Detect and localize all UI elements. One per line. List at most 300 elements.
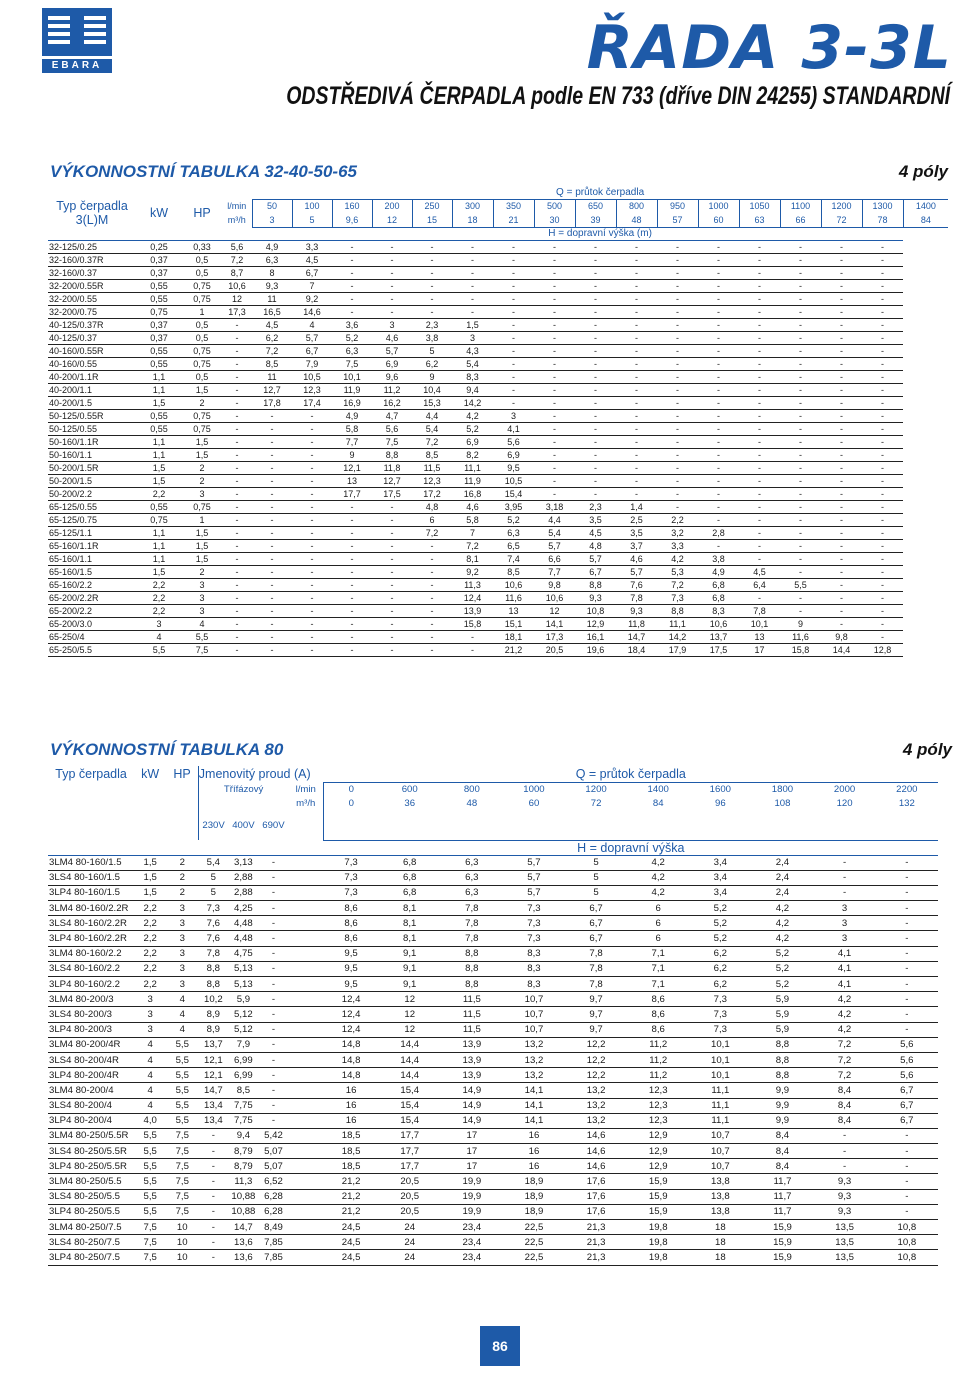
table-cell: - bbox=[780, 266, 821, 279]
table-cell: - bbox=[332, 253, 372, 266]
table-cell: - bbox=[616, 318, 657, 331]
table-cell: - bbox=[258, 885, 288, 900]
table-row bbox=[48, 266, 948, 279]
table-row bbox=[48, 1113, 938, 1128]
table-cell: 7,3 bbox=[689, 1022, 751, 1037]
table-cell: 12,3 bbox=[292, 383, 332, 396]
table-cell: 6,4 bbox=[739, 578, 780, 591]
table-cell: 4 bbox=[134, 1083, 166, 1098]
flow-lmin-650: 650 bbox=[575, 199, 616, 213]
table-cell: - bbox=[252, 643, 292, 656]
table-cell: 7,3 bbox=[503, 931, 565, 946]
table1-unit-lmin: l/min bbox=[222, 199, 252, 213]
table-cell: 8,8 bbox=[657, 604, 698, 617]
spacer-cell bbox=[288, 1189, 323, 1204]
table-cell: - bbox=[222, 422, 252, 435]
flow-lmin-1000: 1000 bbox=[698, 199, 739, 213]
pump-type-cell: 32-125/0.25 bbox=[48, 240, 136, 253]
table-cell: 4 bbox=[134, 1098, 166, 1113]
table-cell: - bbox=[372, 292, 412, 305]
table-cell: 3,7 bbox=[616, 539, 657, 552]
table-cell: - bbox=[575, 266, 616, 279]
performance-table-80 bbox=[48, 766, 938, 1266]
table-cell: - bbox=[616, 383, 657, 396]
table-cell: 14,6 bbox=[565, 1159, 627, 1174]
table-cell: 6,99 bbox=[228, 1052, 258, 1067]
table-cell: 2,8 bbox=[698, 526, 739, 539]
table-cell: - bbox=[821, 318, 862, 331]
table-cell: 5,7 bbox=[503, 870, 565, 885]
table-cell: 9,2 bbox=[452, 565, 493, 578]
table-cell: 14,6 bbox=[565, 1128, 627, 1143]
table-cell: 9,7 bbox=[565, 1022, 627, 1037]
table-cell: 1,1 bbox=[136, 448, 182, 461]
table-cell: - bbox=[862, 422, 903, 435]
table-cell: 0,55 bbox=[136, 409, 182, 422]
flow-lmin-2200: 2200 bbox=[896, 783, 918, 795]
flow-m3h-8: 120 bbox=[836, 797, 853, 809]
table-cell: 5,6 bbox=[876, 1037, 938, 1052]
flow-m3h-12: 63 bbox=[739, 213, 780, 227]
table-cell: - bbox=[412, 565, 452, 578]
pump-type-cell: 3LS4 80-250/7.5 bbox=[48, 1235, 134, 1250]
table-cell: 3 bbox=[136, 617, 182, 630]
table-row bbox=[48, 357, 948, 370]
table-cell: - bbox=[412, 253, 452, 266]
table-cell: 12,9 bbox=[627, 1144, 689, 1159]
table-cell: 9,1 bbox=[379, 977, 441, 992]
table-cell: 12,4 bbox=[324, 1022, 379, 1037]
table-cell: 13,2 bbox=[565, 1113, 627, 1128]
flow-m3h-7: 108 bbox=[774, 797, 791, 809]
table-cell: - bbox=[862, 370, 903, 383]
table-cell: 1,5 bbox=[182, 435, 222, 448]
table-cell: 10,88 bbox=[228, 1204, 258, 1219]
table-cell: - bbox=[657, 266, 698, 279]
table-cell: 4,4 bbox=[412, 409, 452, 422]
table-cell: - bbox=[698, 318, 739, 331]
table-cell: - bbox=[493, 292, 534, 305]
table-cell: 2,4 bbox=[751, 885, 813, 900]
table-cell: 15,3 bbox=[412, 396, 452, 409]
table-cell: 6,3 bbox=[441, 885, 503, 900]
table-cell: 11,5 bbox=[412, 461, 452, 474]
table-cell: - bbox=[222, 591, 252, 604]
table-cell: - bbox=[814, 1144, 876, 1159]
pump-type-cell: 3LM4 80-160/1.5 bbox=[48, 855, 134, 870]
table-cell: 7,2 bbox=[252, 344, 292, 357]
spacer-cell bbox=[288, 1113, 323, 1128]
table-cell: - bbox=[698, 513, 739, 526]
table-cell: 8,8 bbox=[372, 448, 412, 461]
table-cell: 16 bbox=[503, 1159, 565, 1174]
table-cell: 8 bbox=[252, 266, 292, 279]
spacer-cell bbox=[288, 1007, 323, 1022]
table-cell: 5,6 bbox=[876, 1068, 938, 1083]
table-row bbox=[48, 448, 948, 461]
table-cell: - bbox=[332, 279, 372, 292]
table-cell: 18,5 bbox=[324, 1159, 379, 1174]
table-cell: 8,1 bbox=[379, 931, 441, 946]
table-cell: 7,8 bbox=[565, 946, 627, 961]
table-cell: 18 bbox=[689, 1235, 751, 1250]
table-cell: 10,8 bbox=[876, 1250, 938, 1265]
table-cell: 19,8 bbox=[627, 1250, 689, 1265]
table-cell: 8,8 bbox=[575, 578, 616, 591]
table-cell: 1,1 bbox=[136, 539, 182, 552]
table-cell: 4,7 bbox=[372, 409, 412, 422]
table-cell: - bbox=[698, 383, 739, 396]
table-cell: 5 bbox=[565, 855, 627, 870]
table-cell: 14,8 bbox=[324, 1068, 379, 1083]
table-cell: 0,55 bbox=[136, 279, 182, 292]
table-cell: - bbox=[780, 474, 821, 487]
table-cell: 6,5 bbox=[493, 539, 534, 552]
table-row bbox=[48, 513, 948, 526]
table-cell: 5,2 bbox=[689, 901, 751, 916]
table-cell: 3,4 bbox=[689, 885, 751, 900]
table-cell: 1,5 bbox=[136, 396, 182, 409]
table-cell: 8,1 bbox=[452, 552, 493, 565]
table-cell: 3,4 bbox=[689, 870, 751, 885]
table-cell: - bbox=[412, 305, 452, 318]
table-cell: 4,5 bbox=[252, 318, 292, 331]
table-cell: 4 bbox=[134, 1052, 166, 1067]
table-cell: 3,95 bbox=[493, 500, 534, 513]
table-cell: 17 bbox=[441, 1144, 503, 1159]
table-cell: 7,3 bbox=[324, 885, 379, 900]
table-cell: - bbox=[780, 461, 821, 474]
table-cell: 17 bbox=[739, 643, 780, 656]
table-cell: 19,9 bbox=[441, 1204, 503, 1219]
table-cell: 3,3 bbox=[292, 240, 332, 253]
table-cell: 7,85 bbox=[258, 1250, 288, 1265]
table-cell: - bbox=[222, 552, 252, 565]
table-cell: 4,1 bbox=[814, 946, 876, 961]
table-cell: - bbox=[575, 487, 616, 500]
table-cell: 6,3 bbox=[441, 855, 503, 870]
table-cell: 19,9 bbox=[441, 1174, 503, 1189]
table-cell: 9,9 bbox=[751, 1113, 813, 1128]
table-cell: 11,6 bbox=[780, 630, 821, 643]
table-cell: 8,5 bbox=[493, 565, 534, 578]
table-cell: 5,6 bbox=[876, 1052, 938, 1067]
table-cell: 17,2 bbox=[412, 487, 452, 500]
ebara-logo-mark bbox=[42, 8, 112, 56]
table-cell: - bbox=[780, 435, 821, 448]
flow-lmin-1200: 1200 bbox=[585, 783, 607, 795]
table-cell: 15,9 bbox=[751, 1220, 813, 1235]
table-cell: - bbox=[862, 305, 903, 318]
table1-flow-header: Q = průtok čerpadla bbox=[252, 186, 948, 199]
table1-unit-m3h: m³/h bbox=[222, 213, 252, 227]
table-cell: 8,8 bbox=[751, 1052, 813, 1067]
table-cell: - bbox=[698, 461, 739, 474]
table-cell: 8,4 bbox=[751, 1144, 813, 1159]
table-cell: - bbox=[876, 916, 938, 931]
table-cell: 13 bbox=[332, 474, 372, 487]
spacer-cell bbox=[288, 1128, 323, 1143]
pump-type-cell: 50-160/1.1 bbox=[48, 448, 136, 461]
table-cell: 8,9 bbox=[198, 1022, 228, 1037]
flow-lmin-500: 500 bbox=[534, 199, 575, 213]
table-cell: - bbox=[575, 409, 616, 422]
table-cell: 8,6 bbox=[324, 901, 379, 916]
table1-hp-header: HP bbox=[193, 206, 211, 220]
spacer-cell bbox=[288, 1204, 323, 1219]
performance-table-32-40-50-65 bbox=[48, 186, 948, 657]
table-cell: 8,8 bbox=[751, 1068, 813, 1083]
table-cell: - bbox=[534, 279, 575, 292]
table-cell: 0,5 bbox=[182, 370, 222, 383]
table-cell: 11,5 bbox=[441, 992, 503, 1007]
table-cell: 12,8 bbox=[862, 643, 903, 656]
table-cell: 7,5 bbox=[134, 1235, 166, 1250]
spacer-cell bbox=[288, 977, 323, 992]
table-cell: 2 bbox=[182, 474, 222, 487]
table-cell: - bbox=[616, 253, 657, 266]
table-cell: - bbox=[222, 461, 252, 474]
table-cell: 3 bbox=[182, 604, 222, 617]
table-cell: - bbox=[198, 1128, 228, 1143]
table-cell: - bbox=[222, 331, 252, 344]
table-cell: 6,9 bbox=[372, 357, 412, 370]
table-cell: 5,5 bbox=[166, 1068, 198, 1083]
table-cell: 11,1 bbox=[452, 461, 493, 474]
table-cell: 16,8 bbox=[452, 487, 493, 500]
table-cell: - bbox=[821, 552, 862, 565]
table-row bbox=[48, 1144, 938, 1159]
table-cell: 8,1 bbox=[379, 916, 441, 931]
table-cell: - bbox=[862, 240, 903, 253]
table-cell: 4 bbox=[134, 1037, 166, 1052]
table-cell: 14,6 bbox=[292, 305, 332, 318]
table-cell: - bbox=[876, 1144, 938, 1159]
table-cell: 11,6 bbox=[493, 591, 534, 604]
table-cell: - bbox=[372, 253, 412, 266]
table-cell: - bbox=[616, 487, 657, 500]
table-cell: - bbox=[575, 253, 616, 266]
pump-type-cell: 3LM4 80-160/2.2R bbox=[48, 901, 134, 916]
table-cell: - bbox=[821, 266, 862, 279]
table-cell: 5,5 bbox=[166, 1083, 198, 1098]
table-cell: 10,7 bbox=[689, 1159, 751, 1174]
table-cell: - bbox=[252, 565, 292, 578]
flow-lmin-1300: 1300 bbox=[862, 199, 903, 213]
table-cell: 6,2 bbox=[689, 977, 751, 992]
table-cell: - bbox=[575, 292, 616, 305]
table-cell: - bbox=[657, 357, 698, 370]
table-cell: 7,5 bbox=[166, 1189, 198, 1204]
table-row bbox=[48, 931, 938, 946]
pump-type-cell: 65-125/0.55 bbox=[48, 500, 136, 513]
table-cell: - bbox=[821, 357, 862, 370]
flow-lmin-350: 350 bbox=[493, 199, 534, 213]
table-cell: 9,9 bbox=[751, 1083, 813, 1098]
table-cell: 12,2 bbox=[565, 1037, 627, 1052]
table-cell: - bbox=[575, 370, 616, 383]
table-cell: 12,1 bbox=[198, 1052, 228, 1067]
table-cell: 5,7 bbox=[503, 885, 565, 900]
table-cell: 6,99 bbox=[228, 1068, 258, 1083]
table-cell: 13,2 bbox=[503, 1052, 565, 1067]
table-cell: - bbox=[698, 500, 739, 513]
table-cell: - bbox=[575, 396, 616, 409]
flow-m3h-9: 132 bbox=[898, 797, 915, 809]
table-cell: - bbox=[222, 474, 252, 487]
table-cell: 5 bbox=[565, 870, 627, 885]
table-cell: - bbox=[222, 578, 252, 591]
table-cell: - bbox=[252, 578, 292, 591]
pump-type-cell: 32-160/0.37 bbox=[48, 266, 136, 279]
table-cell: 14,9 bbox=[441, 1113, 503, 1128]
table-cell: - bbox=[821, 370, 862, 383]
table-cell: 1,5 bbox=[134, 885, 166, 900]
table-cell: 13,6 bbox=[228, 1235, 258, 1250]
table-row bbox=[48, 885, 938, 900]
table-cell: - bbox=[493, 253, 534, 266]
table-cell: 3 bbox=[372, 318, 412, 331]
table-cell: 5,2 bbox=[689, 916, 751, 931]
pump-type-cell: 3LM4 80-200/3 bbox=[48, 992, 134, 1007]
pump-type-cell: 65-200/3.0 bbox=[48, 617, 136, 630]
table-cell: 7,2 bbox=[814, 1052, 876, 1067]
table-cell: 24 bbox=[379, 1220, 441, 1235]
table-cell: - bbox=[292, 643, 332, 656]
table-cell: - bbox=[575, 318, 616, 331]
table-cell: - bbox=[862, 448, 903, 461]
table-cell: - bbox=[452, 305, 493, 318]
table-cell: - bbox=[222, 604, 252, 617]
table-cell: - bbox=[252, 604, 292, 617]
table-cell: 5,5 bbox=[136, 643, 182, 656]
table-cell: - bbox=[292, 487, 332, 500]
table-row bbox=[48, 1189, 938, 1204]
table-cell: 9,1 bbox=[379, 946, 441, 961]
table-cell: - bbox=[780, 344, 821, 357]
table-cell: 15,4 bbox=[379, 1098, 441, 1113]
flow-lmin-300: 300 bbox=[452, 199, 493, 213]
flow-m3h-0: 3 bbox=[269, 214, 275, 225]
spacer-cell bbox=[288, 1144, 323, 1159]
table-cell: 21,3 bbox=[565, 1250, 627, 1265]
table-cell: 2 bbox=[166, 855, 198, 870]
table-cell: 5 bbox=[412, 344, 452, 357]
table-cell: 5,8 bbox=[452, 513, 493, 526]
table-cell: - bbox=[575, 305, 616, 318]
table-cell: - bbox=[332, 526, 372, 539]
table-cell: 15,9 bbox=[627, 1204, 689, 1219]
table-cell: 5,5 bbox=[780, 578, 821, 591]
table-cell: - bbox=[412, 266, 452, 279]
spacer-cell bbox=[324, 810, 379, 840]
table-cell: - bbox=[252, 500, 292, 513]
table-cell: - bbox=[876, 977, 938, 992]
table-cell: 1,1 bbox=[136, 383, 182, 396]
table-cell: 10,88 bbox=[228, 1189, 258, 1204]
pump-type-cell: 40-125/0.37 bbox=[48, 331, 136, 344]
table-cell: - bbox=[657, 474, 698, 487]
table-cell: 10,7 bbox=[689, 1128, 751, 1143]
table-cell: - bbox=[452, 292, 493, 305]
table-cell: 4 bbox=[292, 318, 332, 331]
table-cell: - bbox=[698, 266, 739, 279]
table-cell: - bbox=[292, 552, 332, 565]
table-cell: - bbox=[493, 331, 534, 344]
table-cell: 11,1 bbox=[689, 1098, 751, 1113]
table-cell: 6,8 bbox=[379, 855, 441, 870]
table2-type-header: Typ čerpadla bbox=[55, 767, 127, 781]
table-cell: 21,3 bbox=[565, 1235, 627, 1250]
table-cell: - bbox=[780, 591, 821, 604]
pump-type-cell: 3LM4 80-160/2.2 bbox=[48, 946, 134, 961]
voltage-690V: 690V bbox=[262, 819, 285, 831]
table-cell: 16 bbox=[324, 1083, 379, 1098]
table-cell: - bbox=[534, 318, 575, 331]
table-cell: - bbox=[534, 461, 575, 474]
table-cell: - bbox=[372, 630, 412, 643]
table-row bbox=[48, 946, 938, 961]
table-cell: - bbox=[258, 1007, 288, 1022]
table-cell: 5,2 bbox=[751, 961, 813, 976]
table-cell: 1,5 bbox=[136, 474, 182, 487]
table-cell: 2,2 bbox=[136, 578, 182, 591]
table-cell: 6,28 bbox=[258, 1189, 288, 1204]
table-cell: 10,8 bbox=[876, 1235, 938, 1250]
table-cell: - bbox=[575, 435, 616, 448]
table-cell: 4,2 bbox=[751, 931, 813, 946]
table-cell: 7,8 bbox=[198, 946, 228, 961]
table-cell: 15,8 bbox=[452, 617, 493, 630]
table-cell: 14,4 bbox=[821, 643, 862, 656]
table-cell: - bbox=[698, 409, 739, 422]
table-cell: 6,2 bbox=[689, 946, 751, 961]
table-cell: 4,0 bbox=[134, 1113, 166, 1128]
table-cell: - bbox=[222, 318, 252, 331]
table-cell: - bbox=[780, 422, 821, 435]
spacer-cell bbox=[288, 1159, 323, 1174]
spacer-cell bbox=[288, 1083, 323, 1098]
table-cell: - bbox=[372, 565, 412, 578]
table-cell: - bbox=[332, 643, 372, 656]
table-cell: 15,9 bbox=[751, 1235, 813, 1250]
table-cell: - bbox=[739, 591, 780, 604]
table-cell: - bbox=[821, 500, 862, 513]
table-cell: - bbox=[616, 448, 657, 461]
table-cell: - bbox=[493, 240, 534, 253]
table-cell: - bbox=[739, 461, 780, 474]
table-cell: - bbox=[780, 448, 821, 461]
pump-type-cell: 65-125/0.75 bbox=[48, 513, 136, 526]
flow-m3h-16: 84 bbox=[903, 213, 948, 227]
table-cell: 5,12 bbox=[228, 1022, 258, 1037]
table-cell: - bbox=[698, 396, 739, 409]
pump-type-cell: 3LS4 80-160/2.2R bbox=[48, 916, 134, 931]
table-cell: - bbox=[876, 1174, 938, 1189]
pump-type-cell: 3LS4 80-200/4R bbox=[48, 1052, 134, 1067]
table-cell: 11,2 bbox=[627, 1052, 689, 1067]
table-cell: - bbox=[258, 1022, 288, 1037]
table-cell: - bbox=[862, 474, 903, 487]
flow-m3h-6: 96 bbox=[715, 797, 726, 809]
table-cell: 2,2 bbox=[657, 513, 698, 526]
table-row bbox=[48, 240, 948, 253]
table-cell: 2,2 bbox=[136, 487, 182, 500]
table-cell: 14,4 bbox=[379, 1052, 441, 1067]
table-cell: - bbox=[657, 422, 698, 435]
table-cell: - bbox=[616, 409, 657, 422]
table-row bbox=[48, 1220, 938, 1235]
